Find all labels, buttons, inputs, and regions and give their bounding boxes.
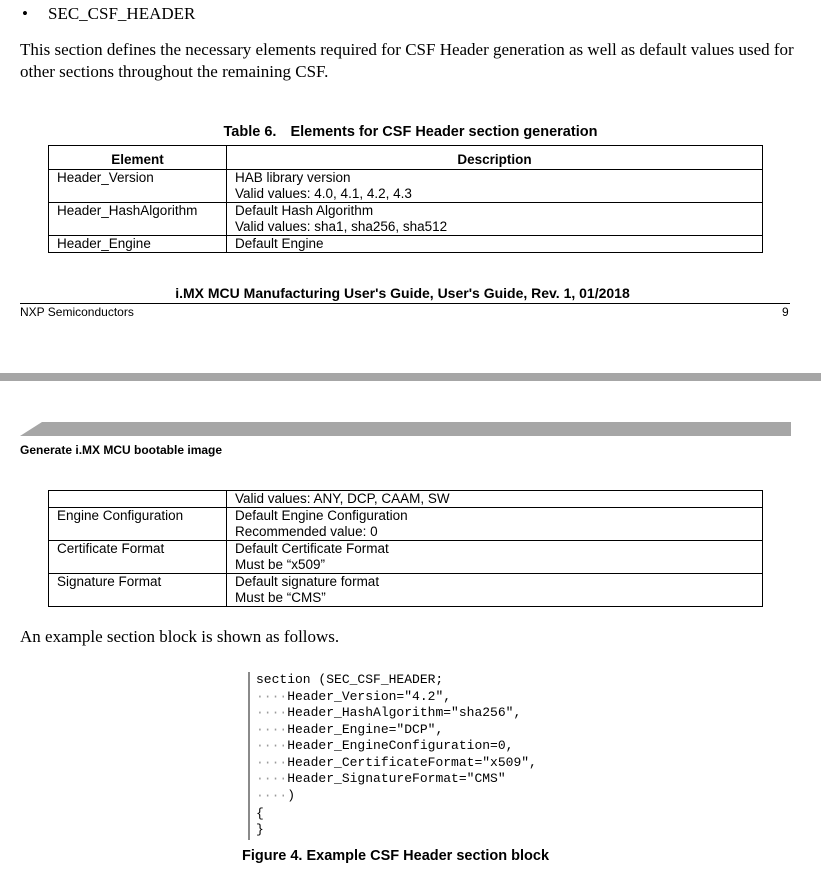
- code-line: ····Header_CertificateFormat="x509",: [256, 754, 537, 770]
- table-row: [49, 236, 763, 253]
- bullet-icon: •: [22, 4, 28, 23]
- description-line: Valid values: sha1, sha256, sha512: [235, 219, 448, 234]
- code-line: {: [256, 806, 264, 821]
- description-cell: [227, 508, 763, 541]
- code-line: section (SEC_CSF_HEADER;: [256, 672, 444, 687]
- code-line: ····Header_Version="4.2",: [256, 688, 452, 704]
- table-row: [49, 574, 763, 607]
- code-block: [248, 672, 570, 840]
- code-line: ····): [256, 787, 296, 803]
- description-line: Default Engine Configuration: [235, 508, 408, 523]
- element-cell: Engine Configuration: [49, 508, 227, 541]
- intro-paragraph: This section defines the necessary elements required for CSF Header generation as well as default values used for other sections throughout the remaining CSF.: [20, 40, 794, 81]
- code-line: ····Header_SignatureFormat="CMS": [256, 771, 506, 786]
- description-line: Valid values: ANY, DCP, CAAM, SW: [235, 491, 450, 506]
- element-cell: Header_Engine: [49, 236, 227, 253]
- description-line: Default Hash Algorithm: [235, 203, 374, 218]
- element-cell: Signature Format: [49, 574, 227, 607]
- elements-table: [48, 145, 763, 253]
- description-cell: [227, 203, 763, 236]
- table-row: [49, 203, 763, 236]
- running-header: Generate i.MX MCU bootable image: [20, 443, 223, 457]
- page-break-divider: [0, 373, 821, 381]
- table-caption-title: Elements for CSF Header section generation: [290, 124, 598, 140]
- description-cell: [227, 541, 763, 574]
- description-line: Default signature format: [235, 574, 380, 589]
- description-line: HAB library version: [235, 170, 351, 185]
- footer-divider: [20, 303, 790, 304]
- table-row: [49, 170, 763, 203]
- bullet-text: SEC_CSF_HEADER: [48, 4, 196, 23]
- description-line: Must be “x509”: [235, 557, 326, 572]
- table-caption-label: Table 6.: [223, 124, 277, 140]
- figure-caption: Figure 4. Example CSF Header section block: [242, 848, 550, 864]
- header-band-decoration: [20, 422, 791, 436]
- element-cell: Certificate Format: [49, 541, 227, 574]
- column-header-description: Description: [227, 146, 763, 170]
- description-cell: [227, 236, 763, 253]
- table-row: [49, 541, 763, 574]
- column-header-element: Element: [49, 146, 227, 170]
- description-line: Must be “CMS”: [235, 590, 326, 605]
- element-cell: Header_HashAlgorithm: [49, 203, 227, 236]
- footer-company: NXP Semiconductors: [20, 305, 134, 319]
- description-line: Default Certificate Format: [235, 541, 389, 556]
- element-cell: [49, 491, 227, 508]
- description-cell: [227, 574, 763, 607]
- code-line: ····Header_HashAlgorithm="sha256",: [256, 705, 522, 720]
- table-row: [49, 491, 763, 508]
- page-number: 9: [782, 305, 789, 319]
- description-cell: [227, 170, 763, 203]
- description-cell: [227, 491, 763, 508]
- footer-title: i.MX MCU Manufacturing User's Guide, User's Guide, Rev. 1, 01/2018: [175, 285, 630, 301]
- elements-table-continued: [48, 490, 763, 607]
- bullet-heading: [22, 4, 195, 24]
- description-line: Valid values: 4.0, 4.1, 4.2, 4.3: [235, 186, 412, 201]
- table-caption: [0, 124, 821, 140]
- example-intro: An example section block is shown as follows.: [20, 627, 340, 646]
- description-line: Recommended value: 0: [235, 524, 378, 539]
- element-cell: Header_Version: [49, 170, 227, 203]
- table-header-row: [49, 146, 763, 170]
- code-line: }: [256, 822, 264, 837]
- code-line: ····Header_Engine="DCP",: [256, 721, 444, 737]
- code-line: ····Header_EngineConfiguration=0,: [256, 738, 514, 753]
- description-line: Default Engine: [235, 236, 324, 251]
- table-row: [49, 508, 763, 541]
